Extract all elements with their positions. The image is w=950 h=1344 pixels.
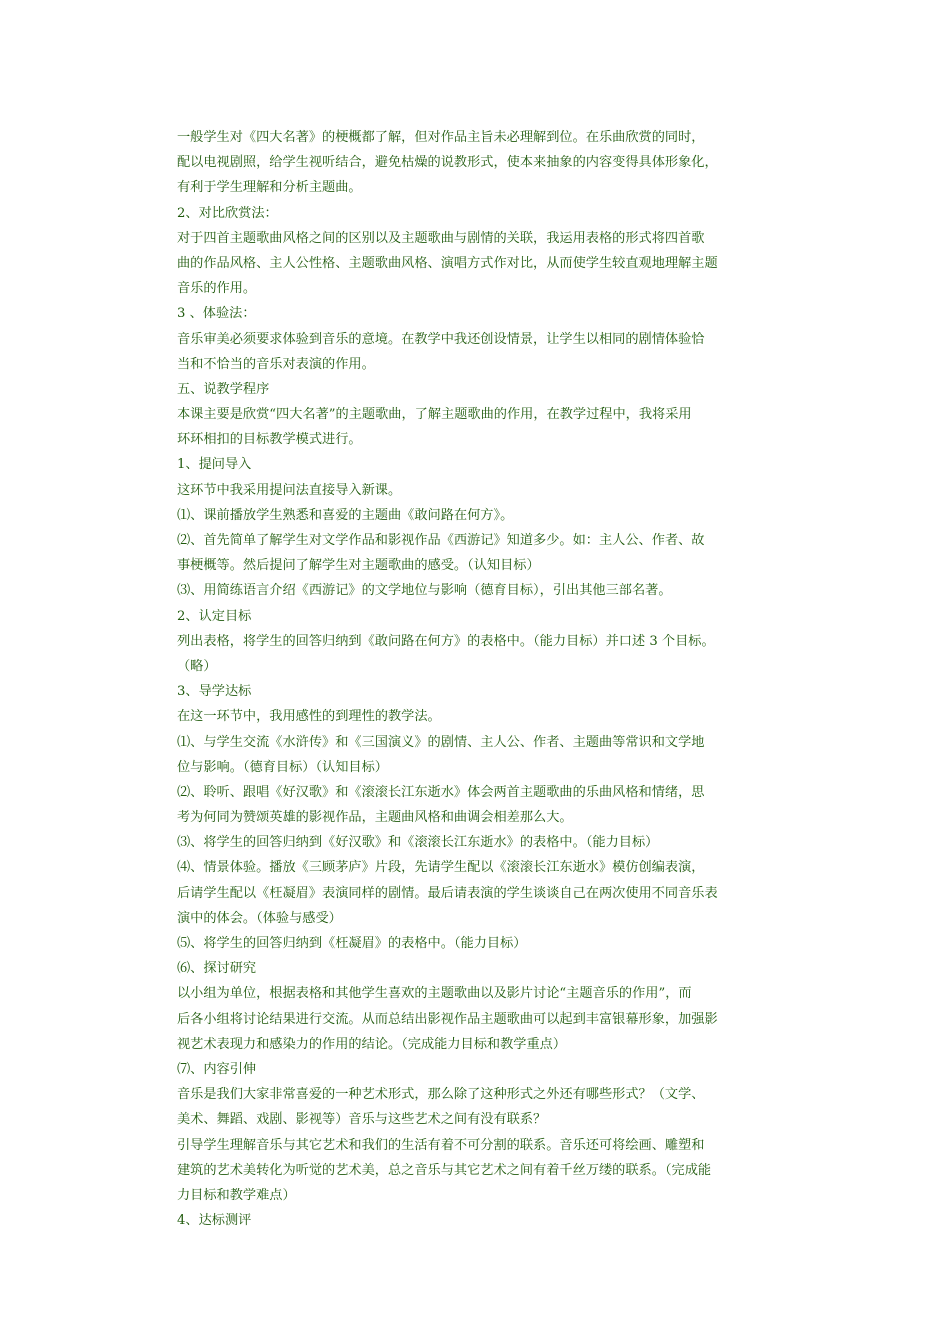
text-line: 音乐的作用。 <box>177 281 257 297</box>
text-line: 3、导学达标 <box>177 684 252 700</box>
text-line: 考为何同为赞颂英雄的影视作品，主题曲风格和曲调会相差那么大。 <box>177 810 573 826</box>
text-line: 在这一环节中，我用感性的到理性的教学法。 <box>177 709 441 725</box>
text-line: 力目标和教学难点） <box>177 1187 296 1203</box>
text-line: 曲的作品风格、主人公性格、主题歌曲风格、演唱方式作对比，从而使学生较直观地理解主题 <box>177 255 718 271</box>
text-line: 4、达标测评 <box>177 1213 252 1229</box>
text-line: ⑵、聆听、跟唱《好汉歌》和《滚滚长江东逝水》体会两首主题歌曲的乐曲风格和情绪，思 <box>177 784 705 800</box>
text-line: 音乐是我们大家非常喜爱的一种艺术形式，那么除了这种形式之外还有哪些形式？（文学、 <box>177 1087 705 1103</box>
document-page <box>177 125 777 1233</box>
text-line: 五、说教学程序 <box>177 381 270 397</box>
text-line: 当和不恰当的音乐对表演的作用。 <box>177 356 375 372</box>
text-line: 演中的体会。（体验与感受） <box>177 910 342 926</box>
text-line: 引导学生理解音乐与其它艺术和我们的生活有着不可分割的联系。音乐还可将绘画、雕塑和 <box>177 1137 705 1153</box>
text-line: ⑵、首先简单了解学生对文学作品和影视作品《西游记》知道多少。如：主人公、作者、故 <box>177 533 705 548</box>
text-line: 视艺术表现力和感染力的作用的结论。（完成能力目标和教学重点） <box>177 1036 567 1052</box>
text-line: ⑺、内容引伸 <box>177 1061 257 1077</box>
text-line: 一般学生对《四大名著》的梗概都了解，但对作品主旨未必理解到位。在乐曲欣赏的同时， <box>177 130 705 145</box>
text-line: ⑴、与学生交流《水浒传》和《三国演义》的剧情、主人公、作者、主题曲等常识和文学地 <box>177 734 705 750</box>
text-line: 音乐审美必须要求体验到音乐的意境。在教学中我还创设情景，让学生以相同的剧情体验恰 <box>177 331 705 347</box>
text-line: 后请学生配以《枉凝眉》表演同样的剧情。最后请表演的学生谈谈自己在两次使用不同音乐表 <box>177 885 718 901</box>
text-line: 以小组为单位，根据表格和其他学生喜欢的主题歌曲以及影片讨论“主题音乐的作用”，而 <box>177 986 692 1002</box>
text-line: 美术、舞蹈、戏剧、影视等）音乐与这些艺术之间有没有联系？ <box>177 1112 547 1128</box>
text-line: 建筑的艺术美转化为听觉的艺术美，总之音乐与其它艺术之间有着千丝万缕的联系。（完成能 <box>177 1162 712 1178</box>
text-line: ⑹、探讨研究 <box>177 961 257 977</box>
text-line: 1、提问导入 <box>177 457 252 473</box>
text-line: 列出表格，将学生的回答归纳到《敢问路在何方》的表格中。（能力目标）并口述 3 个目标。 <box>177 633 715 649</box>
text-line: 本课主要是欣赏“四大名著”的主题歌曲，了解主题歌曲的作用，在教学过程中，我将采用 <box>177 407 692 423</box>
text-line: 对于四首主题歌曲风格之间的区别以及主题歌曲与剧情的关联，我运用表格的形式将四首歌 <box>177 230 705 246</box>
text-line: ⑶、用简练语言介绍《西游记》的文学地位与影响（德育目标），引出其他三部名著。 <box>177 583 672 599</box>
text-line: 这环节中我采用提问法直接导入新课。 <box>177 482 402 498</box>
text-line: 位与影响。（德育目标）（认知目标） <box>177 759 388 775</box>
text-line: ⑷、情景体验。播放《三顾茅庐》片段，先请学生配以《滚滚长江东逝水》模仿创编表演， <box>177 860 705 876</box>
text-line: 2、认定目标 <box>177 608 252 624</box>
text-line: 3 、体验法： <box>177 306 256 322</box>
text-line: 配以电视剧照，给学生视听结合，避免枯燥的说教形式，使本来抽象的内容变得具体形象化， <box>177 155 718 171</box>
text-line: 有利于学生理解和分析主题曲。 <box>177 180 362 196</box>
text-line: ⑴、课前播放学生熟悉和喜爱的主题曲《敢问路在何方》。 <box>177 507 514 523</box>
text-line: 后各小组将讨论结果进行交流。从而总结出影视作品主题歌曲可以起到丰富银幕形象，加强影 <box>177 1011 718 1027</box>
text-line: ⑶、将学生的回答归纳到《好汉歌》和《滚滚长江东逝水》的表格中。（能力目标） <box>177 835 659 851</box>
text-line: 2、对比欣赏法： <box>177 205 278 221</box>
text-line: 环环相扣的目标教学模式进行。 <box>177 432 362 448</box>
text-line: ⑸、将学生的回答归纳到《枉凝眉》的表格中。（能力目标） <box>177 936 527 951</box>
text-line: 事梗概等。然后提问了解学生对主题歌曲的感受。（认知目标） <box>177 558 540 574</box>
text-line: （略） <box>177 658 217 674</box>
